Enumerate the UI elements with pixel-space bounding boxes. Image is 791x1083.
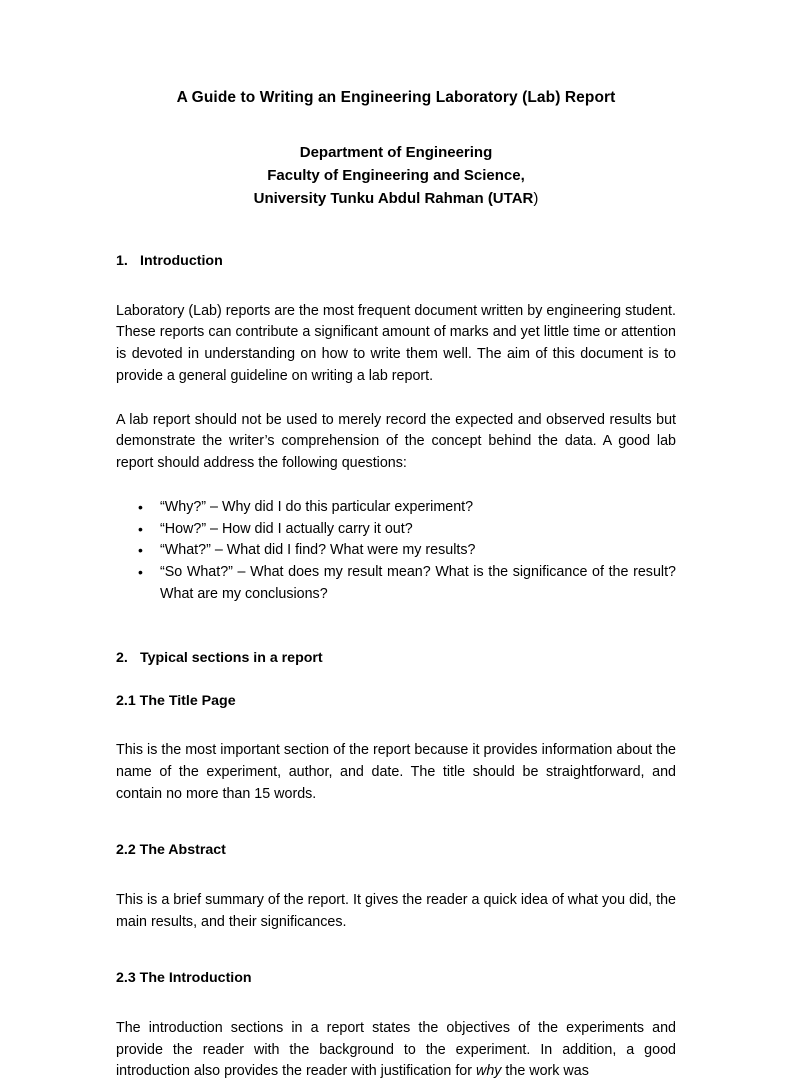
affiliation-block [116,109,676,210]
subsection-heading-2-2: 2.2 The Abstract [116,842,226,859]
paragraph-title-page: This is the most important section of the report because it provides information about the name of the experiment, author, and date. The title should be straightforward, and contain no more than 15 words. [116,742,676,802]
list-item: • “What?” – What did I find? What were my results? [116,540,676,562]
document-content [116,0,676,1083]
paragraph-introduction-part2: the work was [501,1063,589,1080]
paragraph-introduction-section [116,1018,676,1083]
list-item: • “So What?” – What does my result mean? What is the significance of the result? What are my conclusions? [116,562,676,605]
list-item: • “Why?” – Why did I do this particular experiment? [116,497,676,519]
paragraph-introduction-part1: The introduction sections in a report states the objectives of the experiments and provide the reader with the background to the experiment. In addition, a good introduction also provides the reader with justification for [116,1019,676,1080]
section-number-1: 1. [116,253,128,270]
paragraph-introduction-emphasis: why [476,1063,502,1080]
question-bullet-list [116,497,676,606]
subsection-heading-2-1: 2.1 The Title Page [116,692,236,709]
affiliation-university-paren: ) [533,189,539,207]
page-title: A Guide to Writing an Engineering Laboratory (Lab) Report [176,89,616,106]
paragraph-intro-2: A lab report should not be used to merely record the expected and observed results but demonstrate the writer’s comprehension of the concept behind the data. A good lab report should address the following questions: [116,411,676,472]
section-title-2: Typical sections in a report [140,650,323,667]
section-heading-1 [116,252,676,270]
list-item: • “How?” – How did I actually carry it out? [116,519,676,541]
paragraph-abstract: This is a brief summary of the report. It gives the reader a quick idea of what you did, the main results, and their significances. [116,891,676,930]
section-heading-2 [116,649,676,667]
section-number-2: 2. [116,650,128,667]
affiliation-line-department: Department of Engineering [299,143,493,161]
affiliation-line-faculty: Faculty of Engineering and Science, [267,166,525,184]
affiliation-university-bold: University Tunku Abdul Rahman (UTAR [253,189,534,207]
affiliation-line-university [116,188,676,211]
subsection-heading-2-3: 2.3 The Introduction [116,970,252,987]
section-title-1: Introduction [140,253,223,270]
paragraph-intro-1: Laboratory (Lab) reports are the most frequent document written by engineering student. These reports can contribute a significant amount of marks and yet little time or attention is devoted in understanding on how to write them well. The aim of this document is to provide a general guideline on writing a lab report. [116,302,676,384]
